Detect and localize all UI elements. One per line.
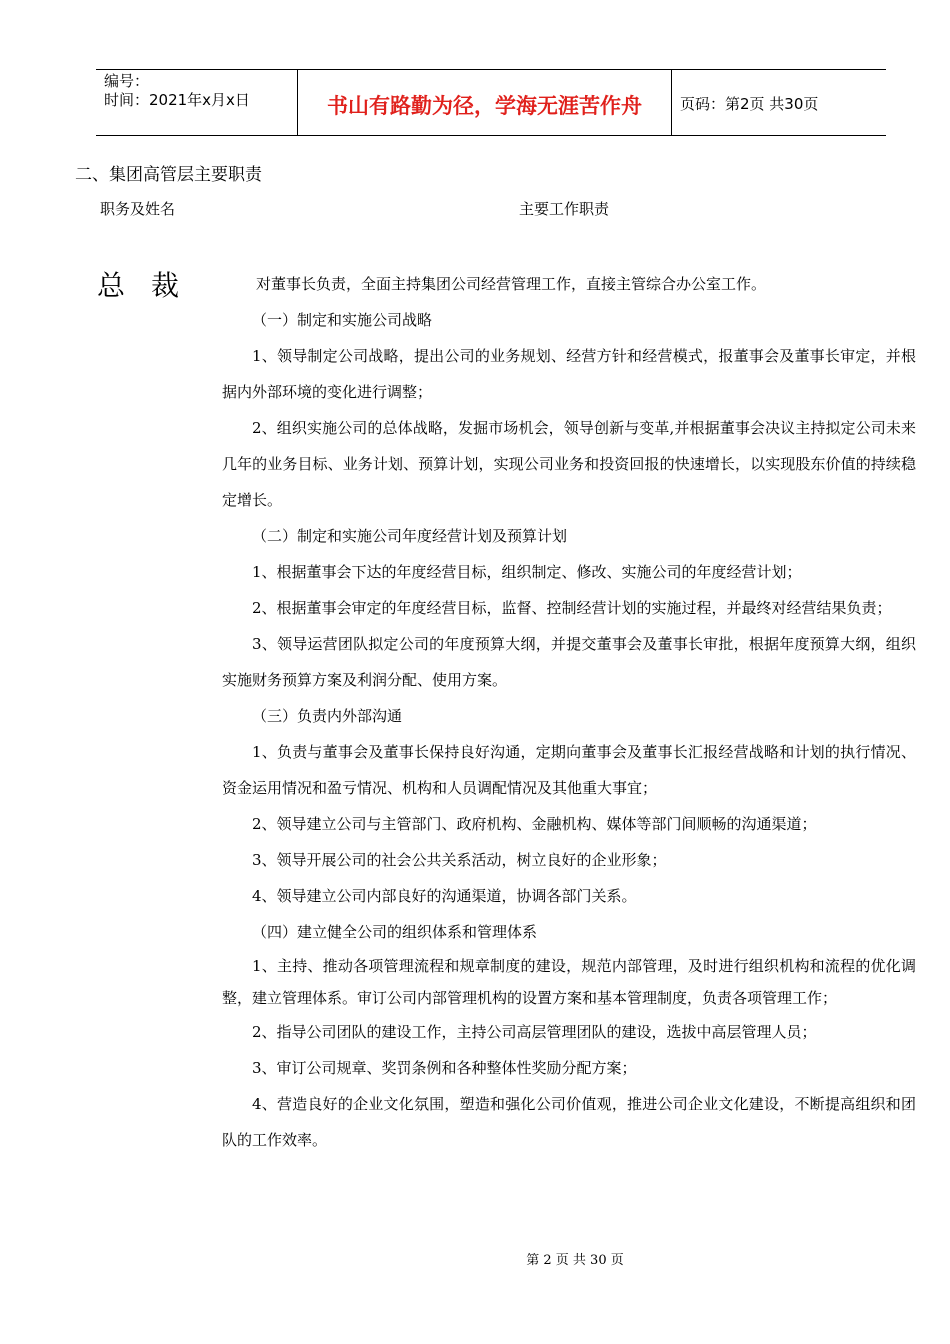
duties-body bbox=[222, 266, 916, 1158]
footer-page-number: 第 2 页 共 30 页 bbox=[526, 1253, 624, 1268]
duty-paragraph: 2、指导公司团队的建设工作，主持公司高层管理团队的建设，选拔中高层管理人员； bbox=[252, 1023, 817, 1041]
duty-paragraph: 2、领导建立公司与主管部门、政府机构、金融机构、媒体等部门间顺畅的沟通渠道； bbox=[252, 815, 817, 833]
header-page-info: 页码：第2页 共30页 bbox=[680, 95, 819, 113]
duty-heading: （三）负责内外部沟通 bbox=[252, 707, 403, 725]
duty-heading: （四）建立健全公司的组织体系和管理体系 bbox=[252, 923, 538, 941]
page-footer bbox=[0, 1249, 950, 1268]
header-divider-2 bbox=[671, 69, 672, 136]
duty-heading: （二）制定和实施公司年度经营计划及预算计划 bbox=[252, 527, 568, 545]
header-motto: 书山有路勤为径，学海无涯苦作舟 bbox=[327, 94, 642, 118]
role-title: 总裁 bbox=[97, 269, 206, 302]
header-meta bbox=[104, 72, 250, 110]
duty-paragraph: 2、根据董事会审定的年度经营目标，监督、控制经营计划的实施过程，并最终对经营结果负责； bbox=[252, 599, 892, 617]
duty-paragraph: 4、营造良好的企业文化氛围，塑造和强化公司价值观，推进公司企业文化建设，不断提高组织和团队的工作效率。 bbox=[222, 1095, 916, 1149]
duty-paragraph: 1、领导制定公司战略，提出公司的业务规划、经营方针和经营模式，报董事会及董事长审定，并根据内外部环境的变化进行调整； bbox=[222, 347, 916, 401]
duty-paragraph: 3、领导运营团队拟定公司的年度预算大纲，并提交董事会及董事长审批，根据年度预算大纲，组织实施财务预算方案及利润分配、使用方案。 bbox=[222, 635, 916, 689]
duty-heading: （一）制定和实施公司战略 bbox=[252, 311, 433, 329]
column-header-duties: 主要工作职责 bbox=[519, 200, 610, 218]
duty-paragraph: 1、负责与董事会及董事长保持良好沟通，定期向董事会及董事长汇报经营战略和计划的执行情况、资金运用情况和盈亏情况、机构和人员调配情况及其他重大事宜； bbox=[222, 743, 916, 797]
section-title: 二、集团高管层主要职责 bbox=[75, 165, 262, 185]
header-bottom-rule bbox=[96, 135, 886, 136]
column-header-position: 职务及姓名 bbox=[100, 200, 176, 218]
duty-paragraph: 1、根据董事会下达的年度经营目标，组织制定、修改、实施公司的年度经营计划； bbox=[252, 563, 802, 581]
duty-paragraph: 4、领导建立公司内部良好的沟通渠道，协调各部门关系。 bbox=[252, 887, 637, 905]
header-time: 时间：2021年x月x日 bbox=[104, 91, 250, 109]
header-top-rule bbox=[96, 69, 886, 70]
duty-paragraph: 1、主持、推动各项管理流程和规章制度的建设，规范内部管理，及时进行组织机构和流程的优化调整，建立管理体系。审订公司内部管理机构的设置方案和基本管理制度，负责各项管理工作； bbox=[222, 957, 916, 1007]
duty-paragraph: 3、审订公司规章、奖罚条例和各种整体性奖励分配方案； bbox=[252, 1059, 637, 1077]
duty-paragraph: 2、组织实施公司的总体战略，发掘市场机会，领导创新与变革,并根据董事会决议主持拟定公司未来几年的业务目标、业务计划、预算计划，实现公司业务和投资回报的快速增长，以实现股东价值的持续稳定增长。 bbox=[222, 419, 916, 509]
header-number: 编号： bbox=[104, 72, 150, 90]
duty-paragraph: 对董事长负责，全面主持集团公司经营管理工作，直接主管综合办公室工作。 bbox=[256, 275, 767, 293]
duty-paragraph: 3、领导开展公司的社会公共关系活动，树立良好的企业形象； bbox=[252, 851, 667, 869]
